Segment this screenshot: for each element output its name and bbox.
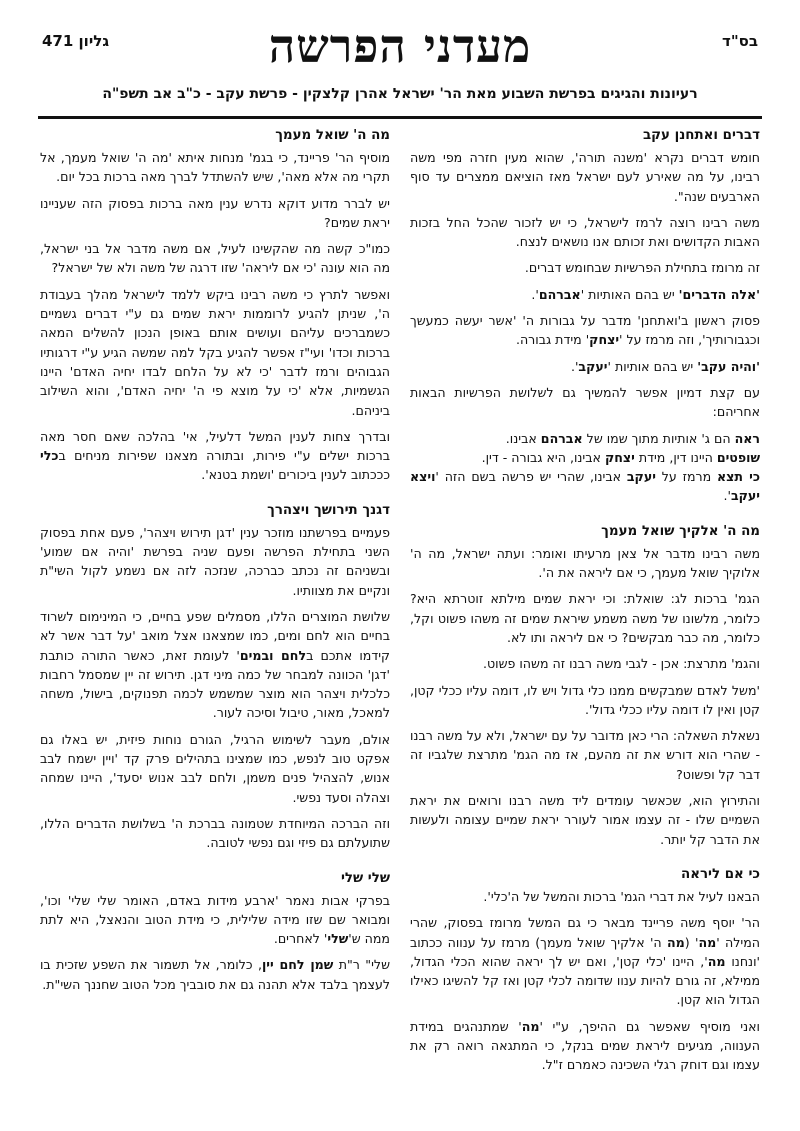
section-heading: דברים ואתחנן עקב xyxy=(643,128,760,143)
bold-word: אברהם xyxy=(538,286,581,302)
bold-phrase: ויצא יעקב xyxy=(410,469,760,504)
section-heading: דגנך תירושך ויצהרך xyxy=(267,502,390,518)
bold-word: שלי xyxy=(327,931,349,947)
paragraph: 'אלה הדברים' יש בהם האותיות 'אברהם'. xyxy=(531,286,760,302)
bold-word: מה xyxy=(521,1018,540,1034)
paragraph: פעמיים בפרשתנו מוזכר ענין 'דגן תירוש ויצהר', פעם אחת בפסוק השני בתחילת הפרשה ופעם שניה בפרשת 'והיה אם שמוע' ובשניהם זה נכתב כברכה, שנזכה לזה אם נשמע לקול השי"ת ונקיים את מצוותיו. xyxy=(40,524,390,598)
newsletter-subtitle: רעיונות והגיגים בפרשת השבוע מאת הר' ישראל אהרן קלצקין - פרשת עקב - כ"ב אב תשפ"ה xyxy=(102,86,698,102)
paragraph: בפרקי אבות נאמר 'ארבע מידות באדם, האומר שלי שלי' וכו', ומבואר שם שזו מידה שלילית, כי מידת הטוב והנאצל, היא לתת ממה ש'שלי' לאחרים. xyxy=(40,892,390,947)
bold-word: ראה xyxy=(734,430,760,446)
paragraph: נשאלת השאלה: הרי כאן מדובר על עם ישראל, ולא על משה רבנו - שהרי הוא דורש את זה מהעם, אז מה הגמ' מתרצת שלגביו זה דבר קל ופשוט? xyxy=(410,728,760,782)
bold-word: כלי xyxy=(40,448,59,464)
paragraph: משה רבינו רוצה לרמז לישראל, כי יש לזכור שהכל החל בזכות האבות הקדושים ואת זכותם אנו נושאים לנצח. xyxy=(410,214,760,250)
paragraph: והתירוץ הוא, שכאשר עומדים ליד משה רבנו ורואים את יראת השמיים שלו - זה עצמו אמור לעורר יראת שמיים עצומה ולעשות את הדבר קל יותר. xyxy=(410,793,760,847)
section-heading: מה ה' שואל מעמך xyxy=(275,128,390,143)
paragraph: אולם, מעבר לשימוש הרגיל, הגורם נוחות פיזית, יש באלו גם אפקט טוב לנפש, כמו שמצינו בתהילים פרק קד 'ויין ישמח לבב אנוש, להצהיל פנים משמן, ולחם לבב אנוש יסעד', היינו שמחה וצהלה וסעד נפשי. xyxy=(40,731,390,805)
bold-word: יצחק xyxy=(604,449,635,465)
paragraph: שופטים היינו דין, מידת יצחק אבינו, היא גבורה - דין. xyxy=(481,449,760,465)
paragraph: כי תצא מרמז על יעקב אבינו, שהרי יש פרשה בשם הזה 'ויצא יעקב'. xyxy=(410,469,760,504)
paragraph: ובדרך צחות לענין המשל דלעיל, אי' בהלכה שאם חסר מאה ברכות ישלים ע"י פירות, ובתורה מצאנו שפירות מניחים בכלי כככתוב לענין ביכורים 'ושמת בטנא'. xyxy=(40,428,390,483)
bold-word: מה xyxy=(666,934,685,950)
paragraph: ראה הם ג' אותיות מתוך שמו של אברהם אבינו. xyxy=(505,430,760,446)
bold-phrase: 'אלה הדברים' xyxy=(678,286,760,302)
left-column xyxy=(40,126,390,1001)
bold-word: מה xyxy=(698,934,717,950)
paragraph: יש לברר מדוע דוקא נדרש ענין מאה ברכות בפסוק הזה שעניינו יראת שמים? xyxy=(40,195,390,230)
bold-word: כי תצא xyxy=(716,469,760,485)
paragraph: ואני מוסיף שאפשר גם ההיפך, ע"י 'מה' שמתנהגים במידת הענווה, מגיעים ליראת שמים בנקל, כי המתגאה רואה רק את עצמו וגם דוחק רגלי השכינה כאמרם ז"ל. xyxy=(410,1018,760,1073)
paragraph: שלושת המוצרים הללו, מסמלים שפע בחיים, כי המינימום לשרוד בחיים הוא לחם ומים, כמו שמצאנו אצל מואב 'על דבר אשר לא קידמו אתכם בלחם ובמים' לעומת זאת, כאשר התורה כותבת 'דגן' הכוונה למבחר של כמה מיני דגן. תירוש זה יין שמסמל רחבות כלכלית ויצהר הוא מוצר שמשמש לכמה תפנוקים, בישול, משחה למאכל, מאור, טיבול וסיכה לעור. xyxy=(40,608,390,721)
paragraph: עם קצת דמיון אפשר להמשיך גם לשלושת הפרשיות הבאות אחריהם: xyxy=(410,384,760,420)
paragraph: הבאנו לעיל את דברי הגמ' ברכות והמשל של ה'כלי'. xyxy=(483,888,760,904)
bold-word: מה xyxy=(707,953,726,969)
bold-word: יצחק xyxy=(589,332,620,348)
masthead xyxy=(38,20,762,110)
paragraph: משה רבינו מדבר אל צאן מרעיתו ואומר: ועתה ישראל, מה ה' אלוקיך שואל מעמך, כי אם ליראה את ה'. xyxy=(410,545,760,581)
paragraph: וזה הברכה המיוחדת שטמונה בברכת ה' בשלושת הדברים הללו, שתועלתם גם פיזי וגם נפשי לטובה. xyxy=(40,815,390,851)
bold-phrase: 'והיה עקב' xyxy=(697,358,760,374)
paragraph: ואפשר לתרץ כי משה רבינו ביקש ללמד לישראל מהלך בעבודת ה', שניתן להגיע לרוממות יראת שמים גם ע"י דברים גשמיים כשמברכים עליהם ועושים אותם באופן הנכון להשלים המאה ברכות וכדו' ועי"ז אפשר להגיע בקל למה שמשה הגיע ע"י דרגותיו הגבוהים ורמז לדבר 'כי לא על הלחם לבדו יחיה האדם' היינו הגשמיות, אלא 'כי על מוצא פי ה' יחיה האדם', והוא השילוב ביניהם. xyxy=(40,286,390,418)
bold-word: יעקב xyxy=(626,469,656,485)
paragraph: שלי" ר"ת שמן לחם יין, כלומר, אל תשמור את השפע שזכית בו לעצמך בלבד אלא תהנה גם את סובביך מכל הטוב שחננך השי"ת. xyxy=(40,957,390,992)
paragraph: זה מרומז בתחילת הפרשיות שבחומש דברים. xyxy=(524,260,760,276)
paragraph: הר' יוסף משה פריינד מבאר כי גם המשל מרומז בפסוק, שהרי המילה 'מה' (מה ה' אלקיך שואל מעמך) מרמז על ענווה ככתוב 'ונחנו מה', היינו 'כלי קטן', ואם יש לך יראה שהוא הכלי הגדול, ממילא, זה גורם להיות ענוו שדומה לכלי קטן ואז קל להשיגו כאילו הגדול הוא קטן. xyxy=(410,915,760,1008)
paragraph: הגמ' ברכות לג: שואלת: וכי יראת שמים מילתא זוטרתא היא? כלומר, מלשונו של משה משמע שיראת שמים זה משהו פשוט וקל, כלומר, מה כבר מבקשים? כי אם ליראה ותו לא. xyxy=(410,591,760,645)
section-heading: שלי שלי xyxy=(340,870,390,886)
bold-word: שופטים xyxy=(716,449,760,465)
section-heading: מה ה' אלקיך שואל מעמך xyxy=(601,523,760,539)
paragraph: כמו"כ קשה מה שהקשינו לעיל, אם משה מדבר אל בני ישראל, מה הוא עונה 'כי אם ליראה' שזו דרגה של משה ולא של ישראל? xyxy=(40,241,390,276)
paragraph: 'משל לאדם שמבקשים ממנו כלי גדול ויש לו, דומה עליו ככלי קטן, קטן ואין לו דומה עליו ככלי גדול'. xyxy=(410,682,760,717)
paragraph: 'והיה עקב' יש בהם אותיות 'יעקב'. xyxy=(570,358,760,374)
paragraph: מוסיף הר' פריינד, כי בגמ' מנחות איתא 'מה ה' שואל מעמך, אל תקרי מה אלא מאה', שיש להשתדל לברך מאה ברכות בכל יום. xyxy=(40,150,390,185)
paragraph: פסוק ראשון ב'ואתחנן' מדבר על גבורות ה' 'אשר יעשה כמעשך וכגבורותיך', וזה מרמז על 'יצחק' מידת גבורה. xyxy=(410,313,760,348)
bold-word: אברהם xyxy=(540,430,583,446)
header-divider xyxy=(38,116,762,119)
paragraph: והגמ' מתרצת: אכן - לגבי משה רבנו זה משהו פשוט. xyxy=(482,656,760,672)
paragraph: חומש דברים נקרא 'משנה תורה', שהוא מעין חזרה מפי משה רבינו, על מה שאירע לעם ישראל מאז הוציאם ממצרים עד סוף הארבעים שנה". xyxy=(410,150,760,204)
newsletter-title: מעדני הפרשה xyxy=(268,19,532,73)
issue-number: גליון 471 xyxy=(42,32,110,50)
bold-word: יעקב xyxy=(578,358,608,374)
bsd-mark: בס"ד xyxy=(722,32,758,50)
bold-phrase: לחם ובמים xyxy=(239,647,307,663)
bold-phrase: שמן לחם יין xyxy=(261,957,334,973)
right-column xyxy=(410,126,760,1082)
section-heading: כי אם ליראה xyxy=(681,866,760,882)
